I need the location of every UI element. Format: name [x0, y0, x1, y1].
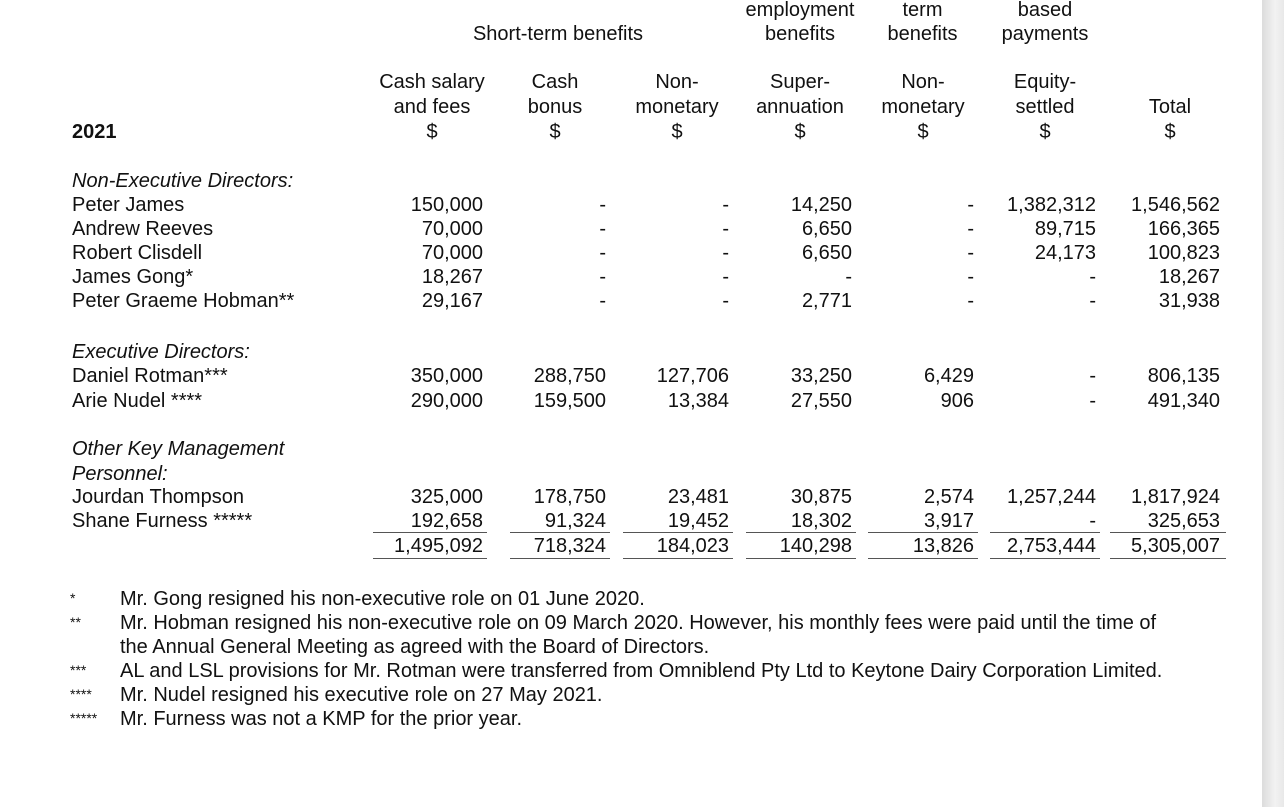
cell-value: 100,823	[1147, 242, 1220, 264]
cell-value: 1,546,562	[1131, 194, 1220, 216]
total-rule	[746, 532, 856, 533]
cell-value: 159,500	[533, 390, 606, 412]
group-header-long-term-line1: term	[902, 0, 943, 21]
cell-value: 89,715	[1034, 218, 1096, 240]
total-value: 13,826	[912, 535, 974, 557]
cell-value: 288,750	[533, 365, 606, 387]
col-header-superannuation-line2: annuation	[756, 96, 844, 118]
cell-value: -	[1089, 290, 1096, 312]
cell-value: 325,000	[410, 486, 483, 508]
footnote-mark: ***	[70, 662, 87, 678]
total-rule	[373, 558, 487, 559]
col-header-non-monetary-st-unit: $	[671, 121, 683, 143]
cell-value: 127,706	[656, 365, 729, 387]
row-name: Daniel Rotman***	[72, 365, 228, 387]
total-rule	[510, 558, 610, 559]
cell-value: 350,000	[410, 365, 483, 387]
cell-value: -	[967, 194, 974, 216]
cell-value: 166,365	[1147, 218, 1220, 240]
col-header-cash-bonus-unit: $	[549, 121, 561, 143]
col-header-non-monetary-st-line1: Non-	[655, 71, 699, 93]
footnote-text: Mr. Furness was not a KMP for the prior year.	[120, 708, 523, 730]
row-name: Jourdan Thompson	[72, 486, 244, 508]
col-header-non-monetary-lt-unit: $	[917, 121, 929, 143]
cell-value: 1,257,244	[1007, 486, 1096, 508]
cell-value: -	[967, 242, 974, 264]
cell-value: 806,135	[1147, 365, 1220, 387]
total-rule	[990, 558, 1100, 559]
footnote-text: Mr. Nudel resigned his executive role on 27 May 2021.	[120, 684, 603, 706]
footnote-mark: *	[70, 590, 76, 606]
cell-value: 325,653	[1147, 510, 1220, 532]
section-title-non-executive: Non-Executive Directors:	[72, 170, 294, 192]
cell-value: 70,000	[421, 242, 483, 264]
col-header-cash-salary-line1: Cash salary	[379, 71, 485, 93]
col-header-cash-salary-line2: and fees	[393, 96, 471, 118]
row-name: Peter Graeme Hobman**	[72, 290, 295, 312]
row-name: Peter James	[72, 194, 185, 216]
col-header-cash-bonus-line2: bonus	[527, 96, 583, 118]
col-header-total-unit: $	[1164, 121, 1176, 143]
cell-value: -	[967, 290, 974, 312]
cell-value: 19,452	[667, 510, 729, 532]
footnote-text: AL and LSL provisions for Mr. Rotman were transferred from Omniblend Pty Ltd to Keytone Dairy Corporation Limited.	[120, 660, 1163, 682]
cell-value: 30,875	[790, 486, 852, 508]
cell-value: 18,302	[790, 510, 852, 532]
cell-value: 13,384	[667, 390, 729, 412]
cell-value: 192,658	[410, 510, 483, 532]
cell-value: 23,481	[667, 486, 729, 508]
cell-value: 31,938	[1158, 290, 1220, 312]
col-header-non-monetary-st-line2: monetary	[635, 96, 719, 118]
group-header-share-based-line2: payments	[1001, 23, 1089, 45]
cell-value: 6,650	[801, 218, 852, 240]
cell-value: -	[599, 218, 606, 240]
cell-value: 150,000	[410, 194, 483, 216]
page-edge	[1262, 0, 1284, 807]
section-title-kmp-line2: Personnel:	[72, 463, 168, 485]
group-header-short-term: Short-term benefits	[472, 23, 644, 45]
col-header-cash-salary-unit: $	[426, 121, 438, 143]
cell-value: -	[599, 290, 606, 312]
cell-value: -	[722, 290, 729, 312]
total-rule	[623, 532, 733, 533]
col-header-superannuation-unit: $	[794, 121, 806, 143]
cell-value: -	[1089, 365, 1096, 387]
total-rule	[1110, 532, 1226, 533]
total-rule	[373, 532, 487, 533]
row-name: Shane Furness *****	[72, 510, 253, 532]
cell-value: 29,167	[421, 290, 483, 312]
total-value: 2,753,444	[1007, 535, 1096, 557]
total-rule	[746, 558, 856, 559]
cell-value: 1,817,924	[1131, 486, 1220, 508]
footnote-mark: *****	[70, 710, 98, 726]
cell-value: 3,917	[923, 510, 974, 532]
cell-value: -	[722, 266, 729, 288]
cell-value: 6,650	[801, 242, 852, 264]
group-header-post-employment-line1: employment	[745, 0, 855, 21]
cell-value: -	[599, 242, 606, 264]
col-header-equity-settled-line1: Equity-	[1013, 71, 1077, 93]
cell-value: 70,000	[421, 218, 483, 240]
cell-value: 18,267	[421, 266, 483, 288]
cell-value: -	[722, 218, 729, 240]
cell-value: -	[599, 194, 606, 216]
total-value: 184,023	[656, 535, 729, 557]
cell-value: 491,340	[1147, 390, 1220, 412]
cell-value: -	[722, 242, 729, 264]
row-name: Robert Clisdell	[72, 242, 203, 264]
cell-value: 14,250	[790, 194, 852, 216]
footnote-text: Mr. Gong resigned his non-executive role on 01 June 2020.	[120, 588, 645, 610]
section-title-executive: Executive Directors:	[72, 341, 250, 363]
col-header-non-monetary-lt-line2: monetary	[881, 96, 965, 118]
total-value: 718,324	[533, 535, 606, 557]
total-rule	[990, 532, 1100, 533]
cell-value: -	[845, 266, 852, 288]
total-value: 5,305,007	[1131, 535, 1220, 557]
cell-value: 6,429	[923, 365, 974, 387]
col-header-superannuation-line1: Super-	[769, 71, 831, 93]
group-header-share-based-line1: based	[1017, 0, 1073, 21]
cell-value: 2,771	[801, 290, 852, 312]
cell-value: 33,250	[790, 365, 852, 387]
group-header-long-term-line2: benefits	[887, 23, 958, 45]
cell-value: 1,382,312	[1007, 194, 1096, 216]
cell-value: -	[722, 194, 729, 216]
row-name: Arie Nudel ****	[72, 390, 203, 412]
total-rule	[1110, 558, 1226, 559]
cell-value: -	[967, 266, 974, 288]
cell-value: 2,574	[923, 486, 974, 508]
col-header-equity-settled-unit: $	[1039, 121, 1051, 143]
cell-value: -	[599, 266, 606, 288]
cell-value: -	[1089, 390, 1096, 412]
total-rule	[510, 532, 610, 533]
row-name: James Gong*	[72, 266, 194, 288]
cell-value: 290,000	[410, 390, 483, 412]
footnote-text: Mr. Hobman resigned his non-executive role on 09 March 2020. However, his monthly fees were paid until the time of	[120, 612, 1157, 634]
total-value: 1,495,092	[394, 535, 483, 557]
total-rule	[868, 532, 978, 533]
cell-value: 24,173	[1034, 242, 1096, 264]
cell-value: -	[1089, 266, 1096, 288]
cell-value: -	[1089, 510, 1096, 532]
col-header-total-line2: Total	[1148, 96, 1192, 118]
cell-value: 27,550	[790, 390, 852, 412]
cell-value: 18,267	[1158, 266, 1220, 288]
footnote-text: the Annual General Meeting as agreed with the Board of Directors.	[120, 636, 710, 658]
col-header-non-monetary-lt-line1: Non-	[901, 71, 945, 93]
total-rule	[623, 558, 733, 559]
section-title-kmp-line1: Other Key Management	[72, 438, 285, 460]
footnote-mark: ****	[70, 686, 92, 702]
col-header-cash-bonus-line1: Cash	[531, 71, 579, 93]
cell-value: -	[967, 218, 974, 240]
cell-value: 906	[940, 390, 974, 412]
total-value: 140,298	[779, 535, 852, 557]
total-rule	[868, 558, 978, 559]
year-label: 2021	[72, 121, 117, 143]
footnote-mark: **	[70, 614, 81, 630]
group-header-post-employment-line2: benefits	[764, 23, 836, 45]
cell-value: 91,324	[544, 510, 606, 532]
col-header-equity-settled-line2: settled	[1015, 96, 1075, 118]
cell-value: 178,750	[533, 486, 606, 508]
row-name: Andrew Reeves	[72, 218, 214, 240]
